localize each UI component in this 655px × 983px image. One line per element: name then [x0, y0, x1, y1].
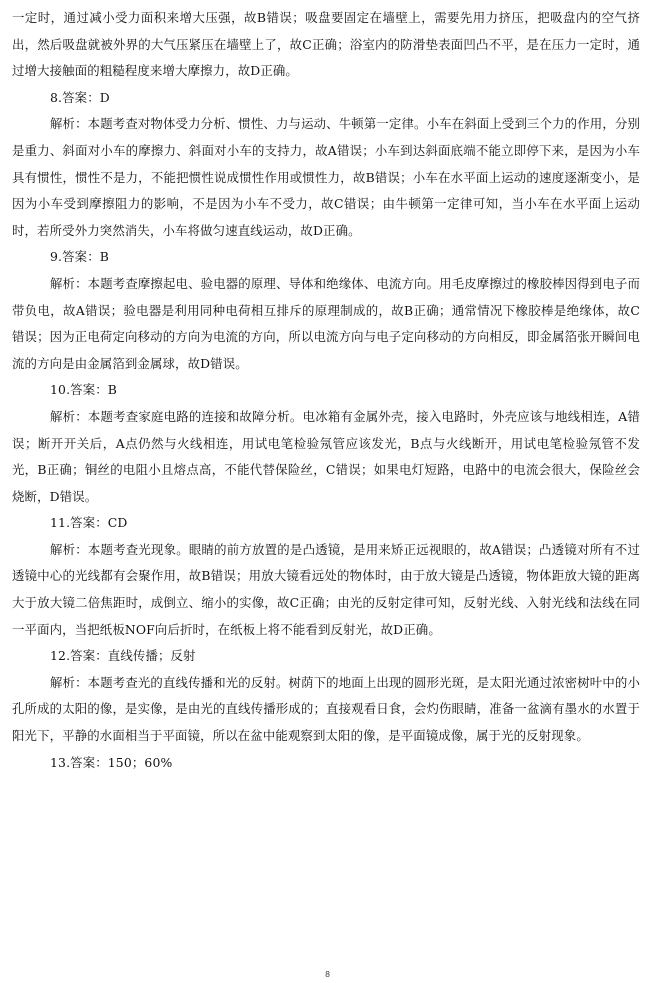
answer-9: 9.答案：B [50, 249, 109, 265]
answer-10: 10.答案：B [50, 382, 118, 398]
explanation-10: 解析：本题考查家庭电路的连接和故障分析。电冰箱有金属外壳，接入电路时，外壳应该与地线相连，A错误；断开开关后，A点仍然与火线相连，用试电笔检验氖管应该发光，B点与火线断开，用试电笔检验氖管不发光，B正确；铜丝的电阻小且熔点高，不能代替保险丝，C错误；如果电灯短路，电路中的电流会很大，保险丝会烧断，D错误。 [12, 408, 640, 504]
explanation-9: 解析：本题考查摩擦起电、验电器的原理、导体和绝缘体、电流方向。用毛皮摩擦过的橡胶棒因得到电子而带负电，故A错误；验电器是利用同种电荷相互排斥的原理制成的，故B正确；通常情况下橡胶棒是绝缘体，故C错误；因为正电荷定向移动的方向为电流的方向，所以电流方向与电子定向移动的方向相反，即金属箔张开瞬间电流的方向是由金属箔到金属球，故D错误。 [12, 275, 640, 371]
answer-12: 12.答案：直线传播；反射 [50, 648, 196, 664]
continued-explanation-7: 一定时，通过减小受力面积来增大压强，故B错误；吸盘要固定在墙壁上，需要先用力挤压，把吸盘内的空气挤出，然后吸盘就被外界的大气压紧压在墙壁上了，故C正确；浴室内的防滑垫表面凹凸不平，是在压力一定时，通过增大接触面的粗糙程度来增大摩擦力，故D正确。 [12, 10, 640, 79]
answer-8: 8.答案：D [50, 89, 110, 105]
explanation-8: 解析：本题考查对物体受力分析、惯性、力与运动、牛顿第一定律。小车在斜面上受到三个力的作用，分别是重力、斜面对小车的摩擦力、斜面对小车的支持力，故A错误；小车到达斜面底端不能立即停下来，是因为小车具有惯性，惯性不是力，不能把惯性说成惯性作用或惯性力，故B错误；小车在水平面上运动的速度逐渐变小，是因为小车受到摩擦阻力的影响，不是因为小车不受力，故C错误；由牛顿第一定律可知，当小车在水平面上运动时，若所受外力突然消失，小车将做匀速直线运动，故D正确。 [12, 116, 640, 238]
answer-content [12, 5, 640, 776]
explanation-12: 解析：本题考查光的直线传播和光的反射。树荫下的地面上出现的圆形光斑，是太阳光通过浓密树叶中的小孔所成的太阳的像，是实像，是由光的直线传播形成的；直接观看日食，会灼伤眼睛，准备一盆滴有墨水的水置于阳光下，平静的水面相当于平面镜，所以在盆中能观察到太阳的像，是平面镜成像，属于光的反射现象。 [12, 674, 640, 744]
answer-11: 11.答案：CD [50, 515, 128, 531]
page-number: 8 [324, 970, 331, 979]
explanation-11: 解析：本题考查光现象。眼睛的前方放置的是凸透镜，是用来矫正远视眼的，故A错误；凸透镜对所有不过透镜中心的光线都有会聚作用，故B错误；用放大镜看远处的物体时，由于放大镜是凸透镜，物体距放大镜的距离大于放大镜二倍焦距时，成倒立、缩小的实像，故C正确；由光的反射定律可知，反射光线、入射光线和法线在同一平面内，当把纸板NOF向后折时，在纸板上将不能看到反射光，故D正确。 [12, 541, 640, 637]
answer-13: 13.答案：150；60% [50, 754, 173, 770]
